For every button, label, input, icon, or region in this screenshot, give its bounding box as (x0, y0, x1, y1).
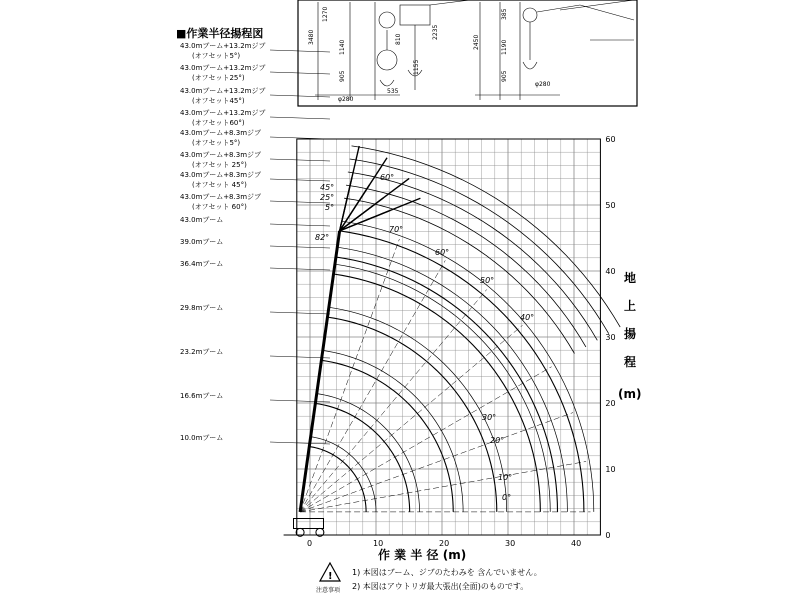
x-tick-label: 40 (571, 539, 582, 548)
boom-label-group (180, 42, 330, 444)
note-item: 1) 本図はブーム、ジブのたわみを 含んでいません。 (352, 568, 542, 577)
boom-label-offset: (オフセット 60°) (192, 203, 247, 211)
spec-panel-border (298, 0, 637, 106)
crane-body (294, 519, 324, 529)
caution-label: 注意事項 (316, 587, 341, 594)
boom-label: 43.0mブーム+13.2mジブ (180, 109, 266, 117)
leader-line (270, 72, 330, 74)
boom-label: 43.0mブーム+13.2mジブ (180, 42, 266, 50)
leader-line (270, 312, 330, 314)
leader-line (270, 117, 330, 119)
leader-line (270, 400, 330, 402)
leader-line (270, 268, 330, 270)
y-tick-label: 60 (605, 135, 616, 144)
leader-line (270, 50, 330, 52)
notes-section (316, 563, 542, 594)
boom-length-arc (315, 403, 409, 511)
boom-label: 43.0mブーム+8.3mジブ (180, 151, 262, 159)
dim-label: 1270 (322, 6, 329, 22)
y-axis-label (618, 270, 641, 401)
jib-offset-label: 45° (320, 183, 335, 192)
boom-label: 23.2mブーム (180, 348, 224, 356)
y-tick-label: 50 (605, 201, 616, 210)
boom-label-offset: (オフセット 25°) (192, 161, 247, 169)
boom-angle-line (300, 260, 445, 511)
boom-label-offset: (オフセット45°) (192, 97, 245, 105)
boom-angle-label: 0° (502, 493, 512, 502)
hook-drawing-right (475, 0, 634, 100)
leader-line (270, 179, 330, 181)
y-tick-label: 0 (605, 531, 611, 540)
boom-angle-label: 30° (482, 413, 497, 422)
boom-length-arc-outer (335, 264, 550, 512)
dim-label: 2235 (432, 24, 439, 40)
crane-illustration (284, 231, 340, 536)
jib-offset-label: 5° (325, 203, 335, 212)
boom-length-arc (309, 447, 366, 512)
y-axis-label-char: 揚 (624, 327, 637, 341)
spec-drawing-panel (298, 0, 637, 106)
boom-angle-label: 60° (435, 248, 450, 257)
boom-length-arc (327, 317, 496, 512)
boom-label-offset: (オフセット25°) (192, 74, 245, 82)
y-tick-label: 30 (605, 333, 616, 342)
boom-length-arc (321, 360, 453, 512)
boom-label: 43.0mブーム+8.3mジブ (180, 171, 262, 179)
y-axis-label-char: 程 (624, 355, 637, 369)
boom-label: 16.6mブーム (180, 392, 224, 400)
x-tick-label: 10 (373, 539, 384, 548)
leader-line (270, 442, 330, 444)
dim-label: 385 (501, 8, 508, 20)
boom-angle-line (300, 367, 551, 512)
jib-arc (344, 198, 574, 353)
boom-length-arc-outer (341, 221, 594, 512)
boom-label: 43.0mブーム+13.2mジブ (180, 87, 266, 95)
y-axis-label-char: (m) (618, 387, 642, 401)
x-tick-label: 30 (505, 539, 516, 548)
dim-label: 905 (339, 70, 346, 82)
boom-label: 39.0mブーム (180, 238, 224, 246)
diagram-title: ■作業半径揚程図 (176, 27, 264, 40)
dim-label: 2450 (473, 34, 480, 50)
dimension-labels-left (308, 7, 439, 103)
boom-angle-line (300, 413, 573, 512)
boom-length-arc (336, 257, 558, 512)
boom-angle-label: 70° (389, 225, 404, 234)
leader-line (270, 246, 330, 248)
boom-label-offset: (オフセット5°) (192, 139, 241, 147)
boom-angle-label: 40° (520, 313, 535, 322)
boom-label: 43.0mブーム+8.3mジブ (180, 193, 262, 201)
dim-label: φ280 (535, 81, 551, 88)
boom-label: 36.4mブーム (180, 260, 224, 268)
boom-label-offset: (オフセット5°) (192, 52, 241, 60)
dim-label: φ280 (338, 96, 354, 103)
dim-label: 3480 (308, 29, 315, 45)
boom-label: 29.8mブーム (180, 304, 224, 312)
y-tick-label: 40 (605, 267, 616, 276)
y-tick-label: 10 (605, 465, 616, 474)
dim-label: 905 (501, 70, 508, 82)
leader-line (270, 224, 330, 226)
boom-angle-label: 50° (480, 276, 495, 285)
boom-label-offset: (オフセット60°) (192, 119, 245, 127)
dim-label: 810 (395, 33, 402, 45)
x-axis-label: 作 業 半 径 (m) (378, 548, 467, 562)
y-axis-ticks (605, 135, 615, 540)
jib-offset-label: 60° (380, 173, 395, 182)
warning-icon-mark: ! (328, 571, 333, 582)
boom-angle-label: 82° (315, 233, 330, 242)
y-axis-label-char: 上 (624, 299, 637, 313)
boom-angle-label: 10° (498, 473, 513, 482)
boom-label: 10.0mブーム (180, 434, 224, 442)
jib-line (340, 210, 391, 231)
boom-label: 43.0mブーム+8.3mジブ (180, 129, 262, 137)
boom-label: 43.0mブーム (180, 216, 224, 224)
dim-label: 535 (387, 88, 399, 95)
jib-offset-label: 25° (320, 193, 335, 202)
x-axis-ticks (307, 539, 581, 548)
dim-label: 1190 (501, 39, 508, 55)
note-item: 2) 本図はアウトリガ最大張出(全面)のものです。 (352, 582, 529, 591)
boom-length-arc-outer (337, 247, 567, 512)
x-tick-label: 20 (439, 539, 450, 548)
boom-arcs (309, 146, 620, 512)
boom-length-arc-outer (311, 437, 376, 512)
boom-length-arc-outer (317, 394, 420, 512)
y-tick-label: 20 (605, 399, 616, 408)
leader-line (270, 159, 330, 161)
boom-angle-label: 20° (490, 436, 505, 445)
leader-line (270, 95, 330, 97)
dim-label: 1155 (413, 59, 420, 75)
boom (300, 231, 339, 512)
boom-label: 43.0mブーム+13.2mジブ (180, 64, 266, 72)
dim-label: 1140 (339, 39, 346, 55)
jib-arc (350, 159, 609, 334)
y-axis-label-char: 地 (624, 271, 637, 285)
x-tick-label: 0 (307, 539, 313, 548)
dimension-labels-right (473, 8, 551, 88)
boom-label-offset: (オフセット 45°) (192, 181, 247, 189)
